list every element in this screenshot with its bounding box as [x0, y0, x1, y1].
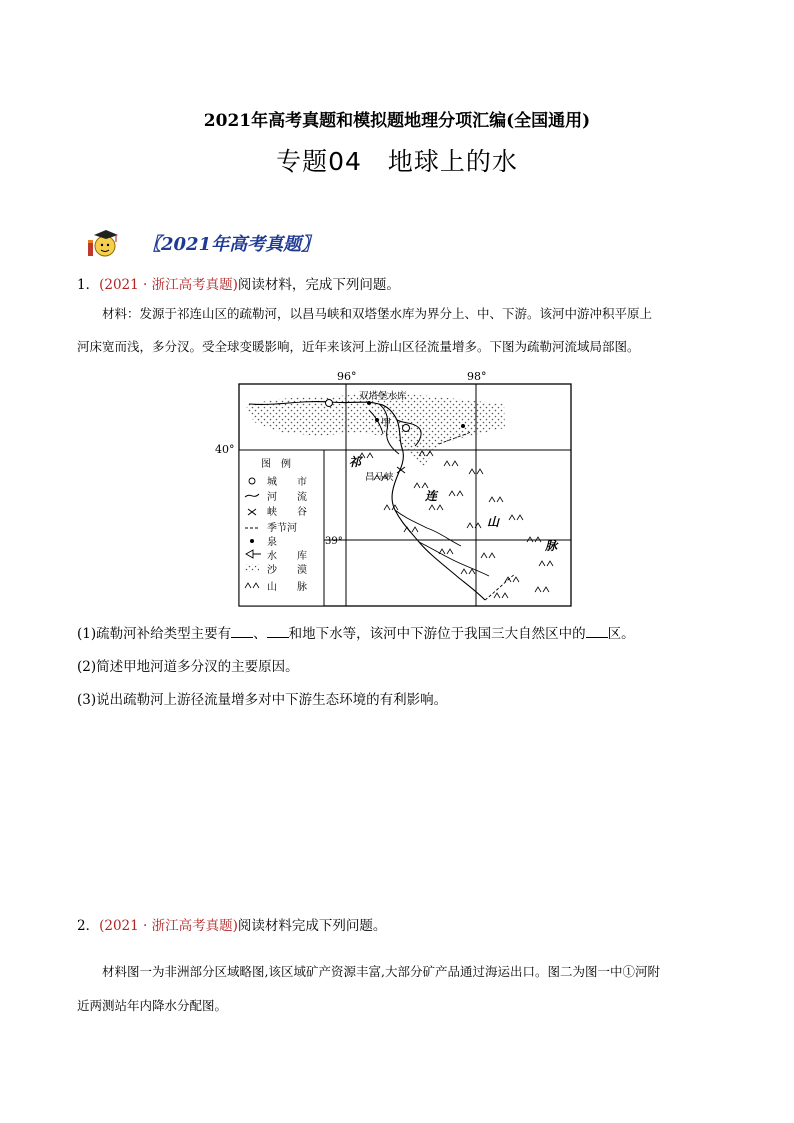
document-title: 2021年高考真题和模拟题地理分项汇编(全国通用)	[203, 111, 591, 131]
legend-title: 图 例	[261, 459, 291, 470]
material-text-line: 河床宽而浅，多分汊。受全球变暖影响，近年来该河上游山区径流量增多。下图为疏勒河流域局部图。	[77, 339, 640, 354]
question-number: 1．	[77, 277, 100, 293]
longitude-label: 98°	[467, 370, 487, 383]
sub-question-1: (1)疏勒河补给类型主要有 、 和地下水等，该河中下游位于我国三大自然区中的 区。	[77, 626, 635, 642]
answer-blank[interactable]	[231, 625, 253, 638]
section-heading: 〖2021年高考真题〗	[143, 234, 320, 255]
latitude-label: 39°	[325, 536, 343, 547]
longitude-label: 96°	[337, 370, 357, 383]
reservoir-label: 双塔堡水库	[359, 391, 407, 402]
legend-item-label: 城 市	[267, 477, 307, 488]
mountain-label: 山	[487, 515, 500, 529]
shule-river-map	[209, 370, 574, 610]
legend-item-label: 山 脉	[267, 582, 307, 593]
legend-item-label: 水 库	[267, 551, 307, 562]
mountain-label: 连	[425, 489, 438, 503]
sub-question-3: (3)说出疏勒河上游径流量增多对中下游生态环境的有利影响。	[77, 692, 448, 708]
material-text-line: 材料图一为非洲部分区域略图,该区域矿产资源丰富,大部分矿产品通过海运出口。图二为图一中①河附	[102, 964, 660, 979]
cartoon-student-icon	[86, 226, 120, 260]
mountain-label: 脉	[545, 539, 558, 553]
legend-item-label: 峡 谷	[267, 507, 307, 518]
legend-item-label: 泉	[267, 537, 277, 548]
question-1-header	[77, 273, 400, 293]
question-prompt: 阅读材料完成下列问题。	[237, 918, 387, 934]
material-text-line: 近两测站年内降水分配图。	[77, 998, 228, 1013]
legend-item-label: 河 流	[267, 492, 307, 503]
place-label-jia: 甲	[381, 418, 391, 429]
question-2-header	[77, 914, 386, 934]
sub-question-2: (2)简述甲地河道多分汊的主要原因。	[77, 659, 299, 675]
legend-item-label: 季节河	[267, 523, 297, 534]
mountain-label: 祁	[349, 455, 362, 469]
material-text-line: 材料：发源于祁连山区的疏勒河，以昌马峡和双塔堡水库为界分上、中、下游。该河中游冲积平原上	[102, 306, 653, 321]
question-prompt: 阅读材料，完成下列问题。	[237, 277, 400, 293]
legend-item-label: 沙 漠	[267, 565, 307, 576]
question-source: (2021 · 浙江高考真题)	[99, 918, 238, 934]
gorge-label: 昌马峡	[365, 472, 394, 483]
topic-title: 专题04 地球上的水	[276, 147, 518, 176]
answer-blank[interactable]	[586, 625, 608, 638]
question-source: (2021 · 浙江高考真题)	[99, 277, 238, 293]
answer-blank[interactable]	[267, 625, 289, 638]
question-number: 2．	[77, 918, 100, 934]
latitude-label: 40°	[215, 443, 235, 456]
